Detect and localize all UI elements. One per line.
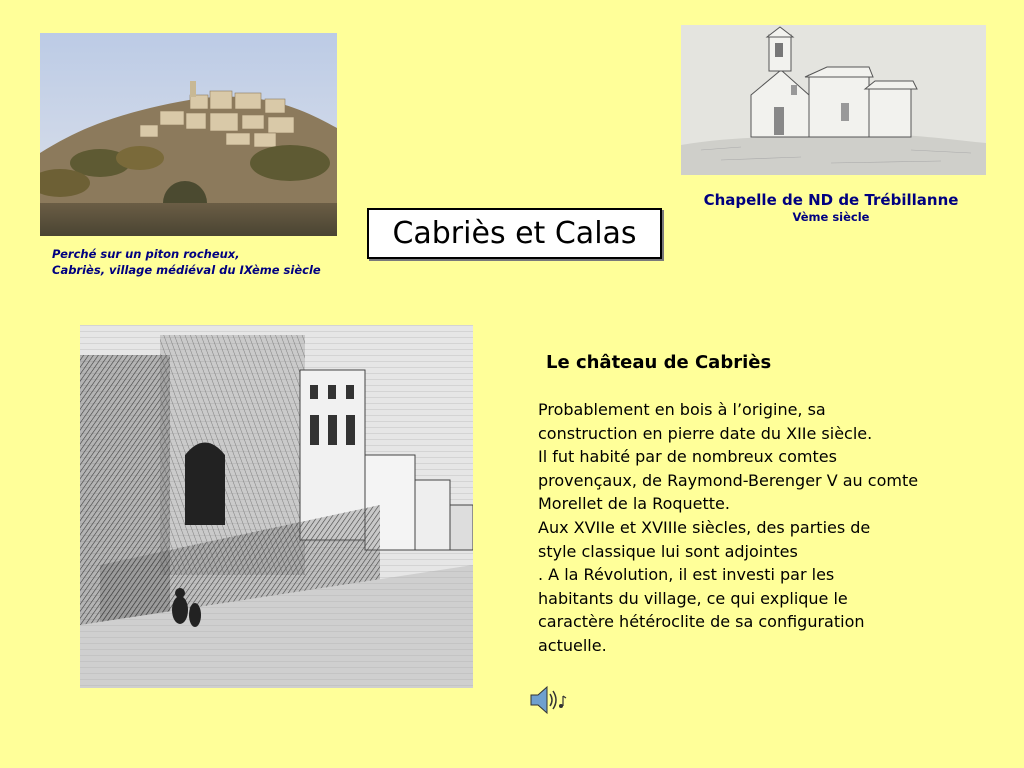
castle-text-line: . A la Révolution, il est investi par les (538, 565, 835, 585)
village-caption (52, 246, 352, 278)
castle-text-line: habitants du village, ce qui explique le (538, 588, 848, 608)
castle-text-line: provençaux, de Raymond-Berenger V au comte (538, 470, 919, 490)
castle-text-line: Morellet de la Roquette. (538, 494, 730, 514)
village-photo (40, 33, 337, 236)
chapel-sketch (681, 25, 986, 175)
castle-text-line: Il fut habité par de nombreux comtes (538, 447, 837, 467)
castle-description (538, 398, 978, 658)
slide-title: Cabriès et Calas (367, 208, 662, 259)
village-caption-line1: Perché sur un piton rocheux, (52, 247, 240, 261)
castle-engraving (80, 325, 473, 688)
castle-text-line: caractère hétéroclite de sa configuration (538, 612, 865, 632)
castle-heading: Le château de Cabriès (546, 352, 772, 373)
chapel-caption-subtitle: Vème siècle (792, 210, 870, 224)
castle-text-line: construction en pierre date du XIIe siècle. (538, 423, 873, 443)
chapel-caption (676, 190, 986, 225)
castle-text-line: actuelle. (538, 635, 607, 655)
castle-text-line: style classique lui sont adjointes (538, 541, 798, 561)
village-caption-line2: Cabriès, village médiéval du IXème siècle (52, 263, 321, 277)
castle-text-line: Aux XVIIe et XVIIIe siècles, des parties de (538, 517, 871, 537)
castle-text-line: Probablement en bois à l’origine, sa (538, 400, 826, 419)
chapel-caption-title: Chapelle de ND de Trébillanne (703, 191, 959, 209)
speaker-icon[interactable] (527, 682, 567, 718)
